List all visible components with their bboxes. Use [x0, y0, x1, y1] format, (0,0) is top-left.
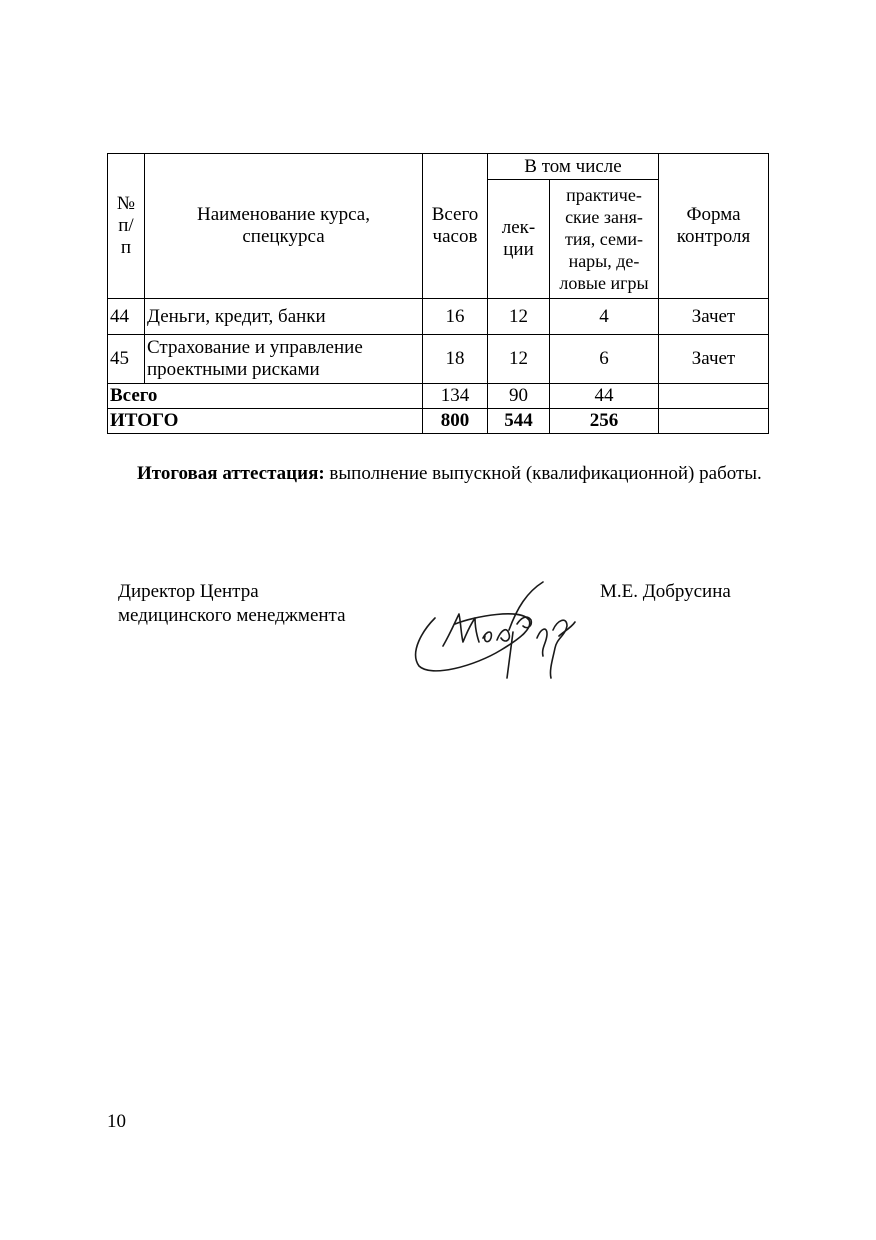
row-practical: 4 [550, 299, 659, 335]
row-name: Страхование и управление проектными рисками [145, 335, 423, 384]
row-lectures: 12 [488, 335, 550, 384]
row-total: 18 [423, 335, 488, 384]
grand-total-total: 800 [423, 409, 488, 434]
position-line-2: медицинского менеджмента [118, 605, 346, 626]
grand-total-control [659, 409, 769, 434]
row-control: Зачет [659, 299, 769, 335]
header-practical: практиче-ские заня-тия, семи-нары, де-ловые игры [550, 180, 659, 299]
table-row [108, 335, 769, 384]
grand-total-lectures: 544 [488, 409, 550, 434]
handwritten-signature [405, 578, 585, 688]
row-control: Зачет [659, 335, 769, 384]
position-line-1: Директор Центра [118, 581, 259, 602]
row-name: Деньги, кредит, банки [145, 299, 423, 335]
subtotal-total: 134 [423, 384, 488, 409]
signer-name: М.Е. Добрусина [600, 581, 731, 602]
header-including: В том числе [488, 154, 659, 180]
subtotal-control [659, 384, 769, 409]
signatory-position [118, 580, 346, 628]
grand-total-label: ИТОГО [108, 409, 423, 434]
subtotal-practical: 44 [550, 384, 659, 409]
grand-total-practical: 256 [550, 409, 659, 434]
header-total: Всего часов [423, 154, 488, 299]
subtotal-lectures: 90 [488, 384, 550, 409]
header-name: Наименование курса, спецкурса [145, 154, 423, 299]
page-number: 10 [107, 1111, 126, 1132]
row-total: 16 [423, 299, 488, 335]
table-header-row [108, 154, 769, 180]
table-row [108, 299, 769, 335]
course-table [107, 153, 769, 434]
row-lectures: 12 [488, 299, 550, 335]
row-practical: 6 [550, 335, 659, 384]
grand-total-row [108, 409, 769, 434]
final-attestation-paragraph [107, 460, 768, 487]
subtotal-label: Всего [108, 384, 423, 409]
row-number: 44 [108, 299, 145, 335]
header-lectures: лек-ции [488, 180, 550, 299]
attestation-text: выполнение выпускной (квалификационной) работы. [324, 463, 762, 484]
attestation-label: Итоговая аттестация: [137, 463, 325, 484]
header-number: № п/п [108, 154, 145, 299]
row-number: 45 [108, 335, 145, 384]
subtotal-row [108, 384, 769, 409]
header-control: Форма контроля [659, 154, 769, 299]
